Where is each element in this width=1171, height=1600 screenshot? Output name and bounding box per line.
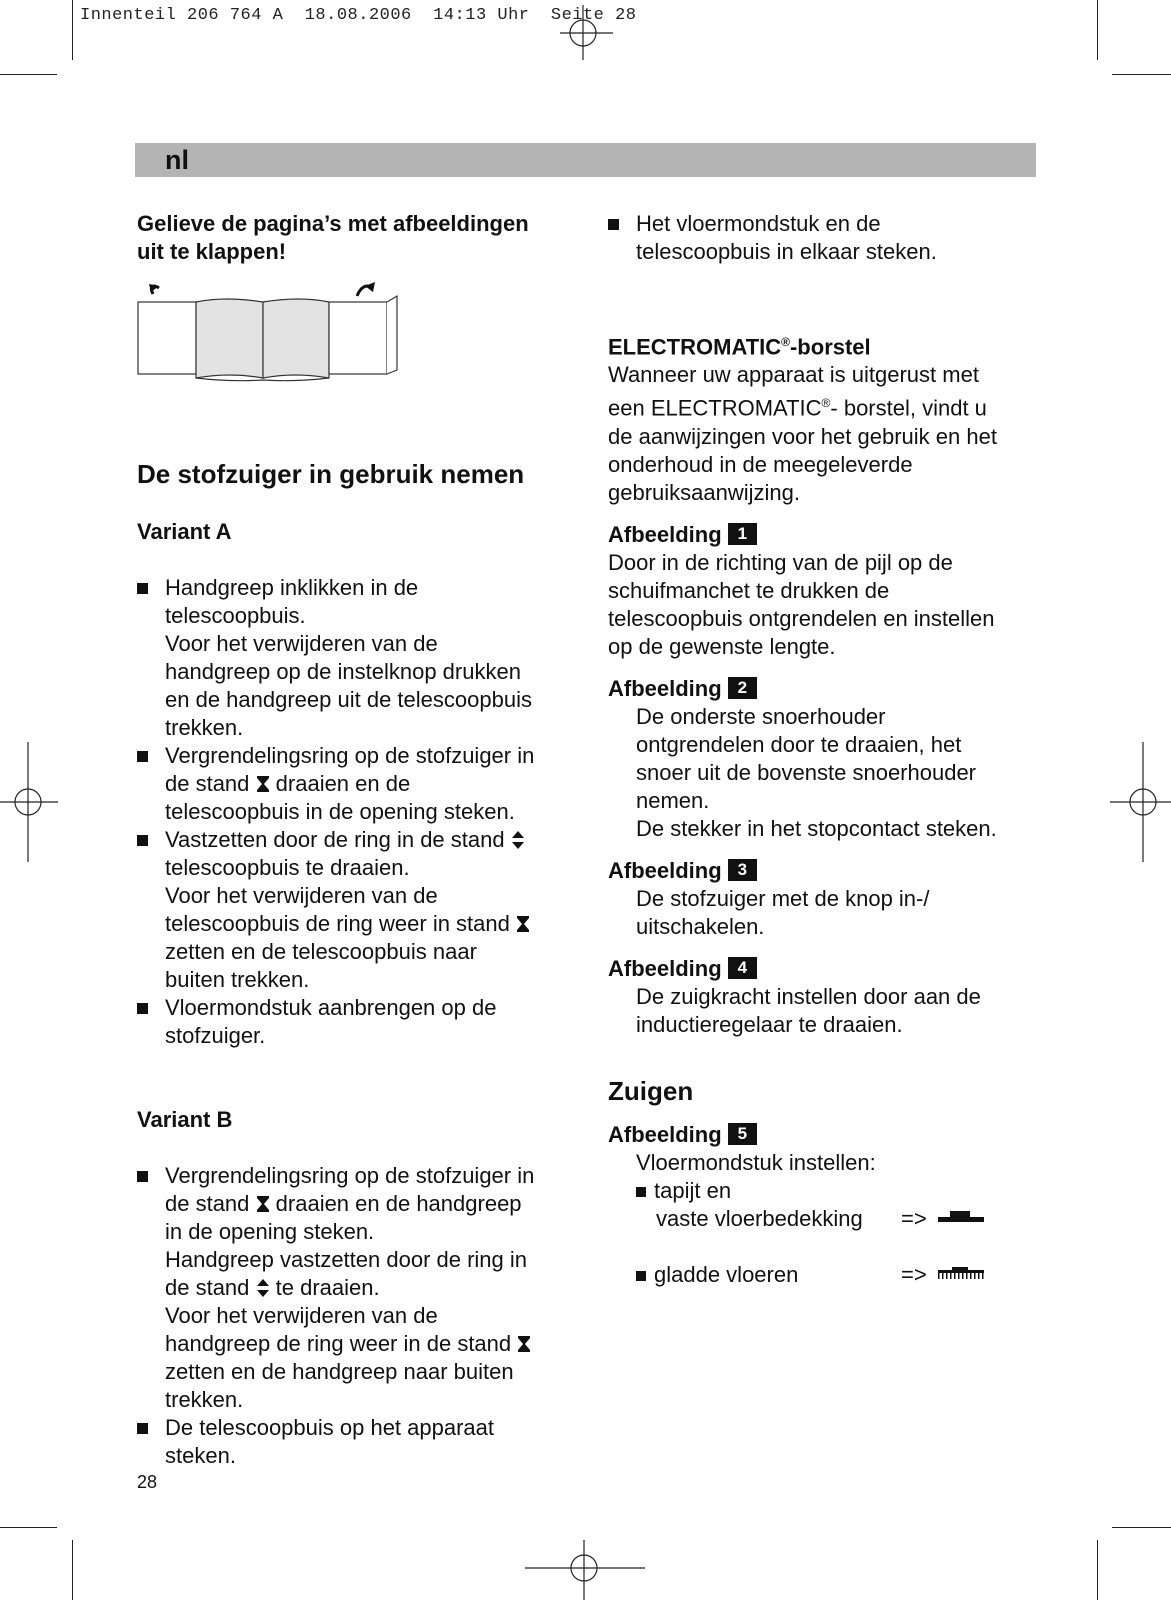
crop-mark [1097, 1540, 1098, 1600]
figure-number-badge: 2 [728, 677, 757, 699]
figure-label: Afbeelding [608, 857, 722, 883]
figure-5-section: Afbeelding 5 Vloermondstuk instellen: tapijt en vaste vloerbedekking => gladde vloeren => [608, 1121, 1038, 1289]
fold-out-note: Gelieve de pagina’s met afbeeldingen uit te klappen! [137, 211, 529, 264]
section-heading: De stofzuiger in gebruik nemen [137, 459, 525, 489]
variant-b-list [137, 1162, 567, 1470]
list-item: Het vloermondstuk en de telescoopbuis in elkaar steken. [608, 210, 1038, 266]
right-column [608, 210, 1038, 1289]
crop-mark [1097, 0, 1098, 60]
figure-number-badge: 5 [728, 1123, 757, 1145]
section-heading: Zuigen [608, 1075, 694, 1106]
figure-number-badge: 1 [728, 523, 757, 545]
figure-3-section: Afbeelding 3 De stofzuiger met de knop in-/ uitschakelen. [608, 857, 930, 939]
bullet-icon [137, 1423, 148, 1434]
unlock-position-icon [517, 1335, 531, 1353]
setting-option-hard-floor: gladde vloeren => [636, 1261, 1038, 1289]
figure-number-badge: 3 [728, 859, 757, 881]
figure-number-badge: 4 [728, 957, 757, 979]
setting-option-carpet: tapijt en vaste vloerbedekking => [636, 1177, 1038, 1233]
list-item: De telescoopbuis op het apparaat steken. [137, 1414, 567, 1470]
figure-4-section: Afbeelding 4 De zuigkracht instellen door aan de inductieregelaar te draaien. [608, 955, 981, 1037]
bullet-icon [636, 1187, 646, 1197]
figure-label: Afbeelding [608, 521, 722, 547]
variant-b-title: Variant B [137, 1107, 233, 1132]
registration-mark-icon [525, 1540, 645, 1600]
registration-mark-icon [553, 5, 613, 60]
unlock-position-icon [256, 1195, 270, 1213]
electromatic-title: ELECTROMATIC®-borstel [608, 334, 871, 360]
registration-mark-icon [1110, 742, 1171, 862]
left-column-main [137, 458, 567, 1470]
crop-mark [1112, 74, 1171, 75]
print-header: Innenteil 206 764 A 18.08.2006 14:13 Uhr Seite 28 [80, 6, 637, 25]
list-item: Vergrendelingsring op de stofzuiger in de stand draaien en de telescoopbuis in de opening steken. [137, 742, 567, 826]
registration-mark-icon [0, 742, 60, 862]
unlock-position-icon [516, 915, 530, 933]
crop-mark [0, 74, 57, 75]
list-item: Vergrendelingsring op de stofzuiger in de stand draaien en de handgreep in de opening steken. Handgreep vastzetten door de ring in de stand te draaien. Voor het verwijderen van de handgreep de ring weer in de stand zetten en de handgreep naar buiten trekken. [137, 1162, 567, 1414]
left-column [137, 210, 567, 266]
crop-mark [72, 1540, 73, 1600]
bullet-icon [137, 1171, 148, 1182]
figure-label: Afbeelding [608, 675, 722, 701]
crop-mark [72, 0, 73, 60]
bullet-icon [608, 219, 619, 230]
lock-position-icon [511, 831, 525, 849]
crop-mark [0, 1527, 57, 1528]
unlock-position-icon [256, 775, 270, 793]
language-tab [135, 143, 1036, 177]
list-item: Vastzetten door de ring in de stand telescoopbuis te draaien. Voor het verwijderen van de telescoopbuis de ring weer in stand zetten en de telescoopbuis naar buiten trekken. [137, 826, 567, 994]
list-item: Vloermondstuk aanbrengen op de stofzuiger. [137, 994, 567, 1050]
lock-position-icon [256, 1279, 270, 1297]
page-number: 28 [137, 1472, 158, 1492]
fold-out-pages-illustration [135, 282, 405, 396]
bullet-icon [137, 835, 148, 846]
carpet-setting-icon [938, 1211, 984, 1225]
figure-label: Afbeelding [608, 1121, 722, 1147]
electromatic-section: ELECTROMATIC®-borstel Wanneer uw apparaat is uitgerust met een ELECTROMATIC®- borstel, vindt u de aanwijzingen voor het gebruik en het onderhoud in de meegeleverde gebruiksaanwijzing. [608, 328, 1038, 507]
list-item: Handgreep inklikken in de telescoopbuis. Voor het verwijderen van de handgreep op de instelknop drukken en de handgreep uit de telescoopbuis trekken. [137, 574, 567, 742]
bullet-icon [636, 1271, 646, 1281]
crop-mark [1112, 1527, 1171, 1528]
figure-label: Afbeelding [608, 955, 722, 981]
bullet-icon [137, 751, 148, 762]
language-code: nl [165, 145, 189, 175]
bullet-icon [137, 1003, 148, 1014]
bullet-icon [137, 583, 148, 594]
figure-1-section: Afbeelding 1 Door in de richting van de pijl op de schuifmanchet te drukken de telescoopbuis ontgrendelen en instellen op de gewenste lengte. [608, 521, 995, 659]
variant-a-list [137, 574, 567, 1050]
figure-2-section: Afbeelding 2 De onderste snoerhouder ontgrendelen door te draaien, het snoer uit de bovenste snoerhouder nemen. De stekker in het stopcontact steken. [608, 675, 997, 841]
variant-a-title: Variant A [137, 519, 232, 544]
hard-floor-brush-icon [938, 1267, 984, 1281]
